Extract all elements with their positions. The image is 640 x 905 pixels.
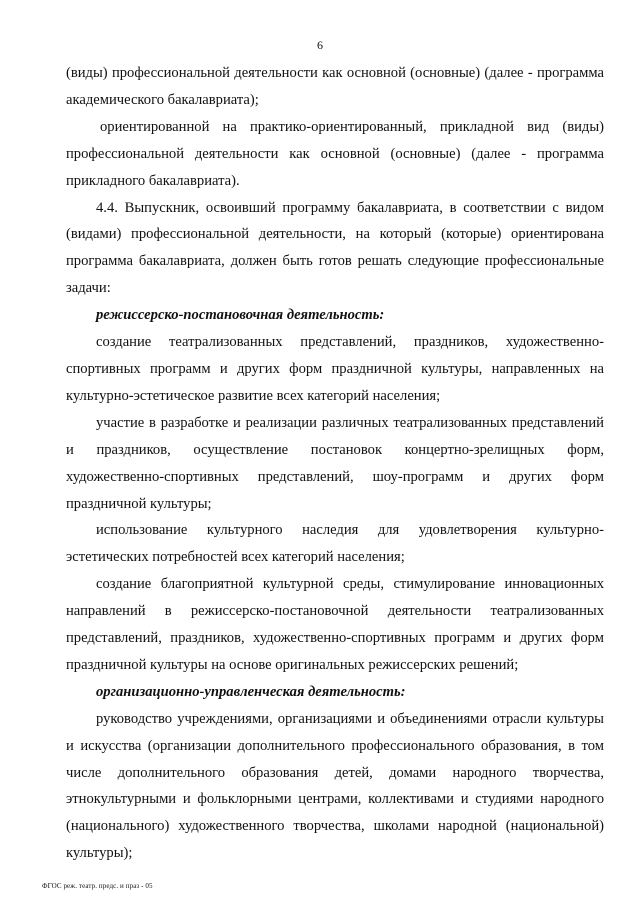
paragraph-program-applied: ориентированной на практико-ориентированный, прикладной вид (виды) профессиональной деятельности как основной (основные) (далее - программа прикладного бакалавриата). xyxy=(66,118,604,189)
heading-management-activity: организационно-управленческая деятельность: xyxy=(96,683,406,700)
paragraph-graduate-tasks: 4.4. Выпускник, освоивший программу бакалавриата, в соответствии с видом (видами) профессиональной деятельности, на который (которые) ориентирована программа бакалавриата, должен быть готов решать следующие профессиональные задачи: xyxy=(66,199,604,297)
page-number: 6 xyxy=(317,38,323,52)
paragraph-participation: участие в разработке и реализации различных театрализованных представлений и праздников, осуществление постановок концертно-зрелищных форм, художественно-спортивных представлений, шоу-программ и других форм праздничной культуры; xyxy=(66,414,604,512)
paragraph-creating-performances: создание театрализованных представлений, праздников, художественно-спортивных программ и других форм праздничной культуры, направленных на культурно-эстетическое развитие всех категорий населения; xyxy=(66,334,604,404)
paragraph-cultural-heritage: использование культурного наследия для удовлетворения культурно-эстетических потребностей всех категорий населения; xyxy=(66,522,604,566)
paragraph-management: руководство учреждениями, организациями и объединениями отрасли культуры и искусства (организации дополнительного профессионального образования, в том числе дополнительного образования детей, домами народного творчества, этнокультурными и фольклорными центрами, коллективами и студиями народного (национального) художественного творчества, школами народной (национальной) культуры); xyxy=(66,710,604,862)
paragraph-cultural-environment: создание благоприятной культурной среды, стимулирование инновационных направлений в режиссерско-постановочной деятельности театрализованных представлений, праздников, художественно-спортивных программ и других форм праздничной культуры на основе оригинальных режиссерских решений; xyxy=(66,576,604,673)
document-body xyxy=(66,60,604,867)
heading-directing-activity: режиссерско-постановочная деятельность: xyxy=(96,307,385,324)
paragraph-program-academic: (виды) профессиональной деятельности как основной (основные) (далее - программа академического бакалавриата); xyxy=(66,65,604,108)
footer-document-code: ФГОС реж. театр. предс. и праз - 05 xyxy=(42,882,153,890)
